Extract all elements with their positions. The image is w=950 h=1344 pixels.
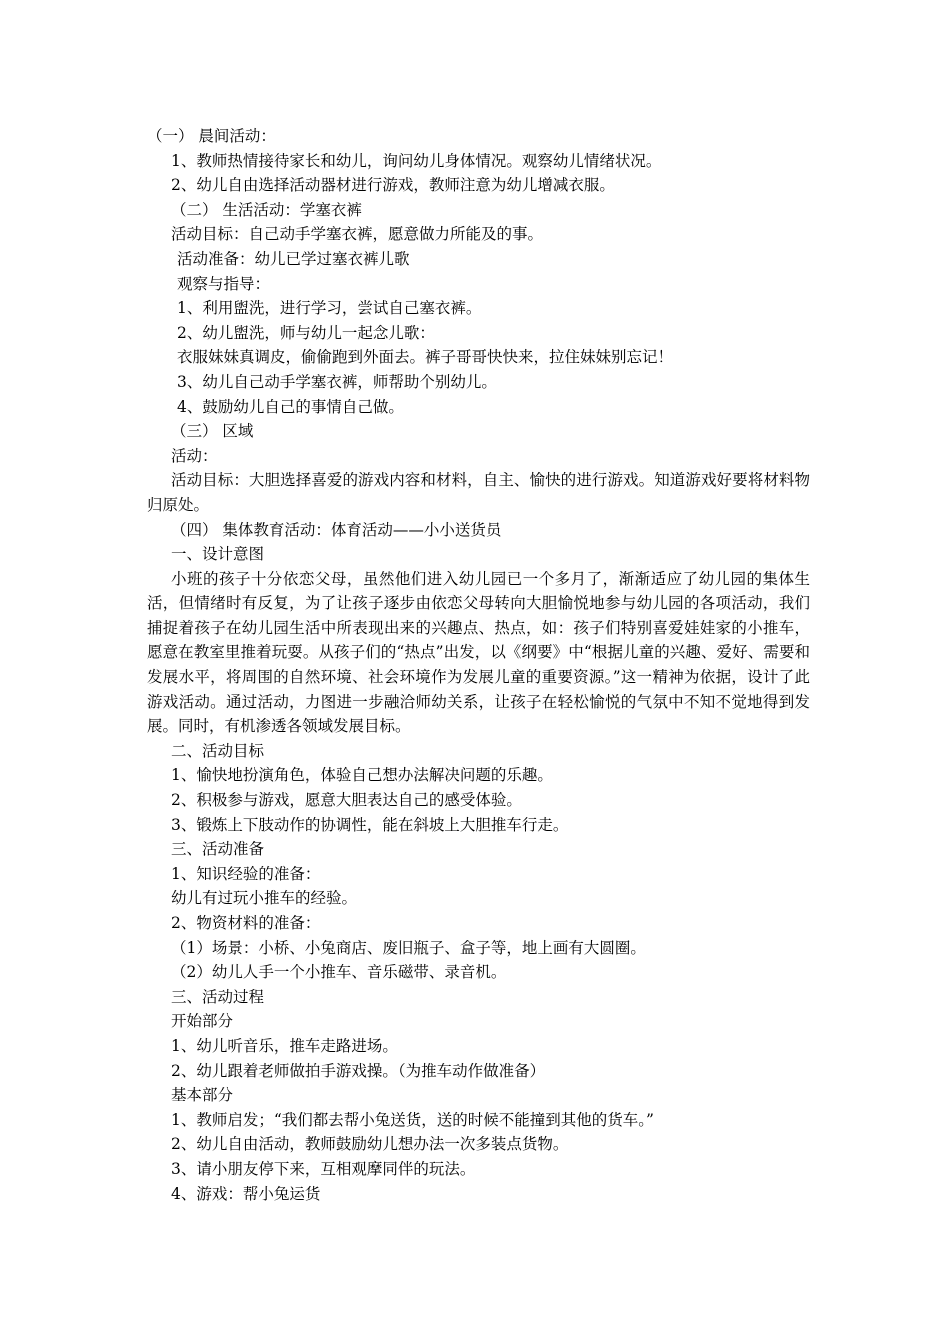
text-line: 3、幼儿自己动手学塞衣裤，师帮助个别幼儿。 [177, 372, 497, 391]
text-line: 一、设计意图 [171, 545, 265, 564]
section-block-1 [147, 124, 810, 468]
text-line: （2）幼儿人手一个小推车、音乐磁带、录音机。 [171, 963, 507, 982]
section-block-2 [147, 518, 810, 567]
text-line: 基本部分 [171, 1086, 234, 1105]
text-line: （四） 集体教育活动：体育活动——小小送货员 [171, 520, 502, 539]
text-line: 三、活动准备 [171, 840, 265, 859]
text-line: 1、幼儿听音乐，推车走路进场。 [171, 1036, 398, 1055]
text-line: 4、游戏：帮小兔运货 [171, 1184, 321, 1203]
document-body [147, 124, 810, 1206]
paragraph-design: 小班的孩子十分依恋父母，虽然他们进入幼儿园已一个多月了，渐渐适应了幼儿园的集体生活，但情绪时有反复，为了让孩子逐步由依恋父母转向大胆愉悦地参与幼儿园的各项活动，我们捕捉着孩子在幼儿园生活中所表现出来的兴趣点、热点，如：孩子们特别喜爱娃娃家的小推车，愿意在教室里推着玩耍。从孩子们的“热点”出发，以《纲要》中“根据儿童的兴趣、爱好、需要和发展水平，将周围的自然环境、社会环境作为发展儿童的重要资源。”这一精神为依据，设计了此游戏活动。通过活动，力图进一步融洽师幼关系，让孩子在轻松愉悦的气氛中不知不觉地得到发展。同时，有机渗透各领域发展目标。 [147, 569, 810, 736]
text-line: 2、物资材料的准备： [171, 914, 321, 932]
text-line: 4、鼓励幼儿自己的事情自己做。 [177, 397, 404, 416]
text-line: （1）场景：小桥、小兔商店、废旧瓶子、盒子等，地上画有大圆圈。 [171, 938, 646, 957]
text-line: 3、请小朋友停下来，互相观摩同伴的玩法。 [171, 1159, 476, 1178]
text-line: 开始部分 [171, 1012, 234, 1031]
text-line: 2、幼儿自由选择活动器材进行游戏，教师注意为幼儿增减衣服。 [171, 176, 615, 195]
text-line: 1、教师启发；“我们都去帮小兔送货，送的时候不能撞到其他的货车。” [171, 1110, 654, 1129]
text-line: 三、活动过程 [171, 987, 265, 1006]
text-line: 活动目标：自己动手学塞衣裤，愿意做力所能及的事。 [171, 225, 544, 244]
text-line: 2、幼儿盥洗，师与幼儿一起念儿歌： [177, 323, 435, 342]
text-line: 1、教师热情接待家长和幼儿，询问幼儿身体情况。观察幼儿情绪状况。 [171, 151, 662, 170]
text-line: 1、愉快地扮演角色，体验自己想办法解决问题的乐趣。 [171, 766, 553, 785]
text-line: 活动： [171, 446, 218, 465]
paragraph-goal: 活动目标：大胆选择喜爱的游戏内容和材料，自主、愉快的进行游戏。知道游戏好要将材料物归原处。 [147, 471, 810, 514]
text-line: 2、积极参与游戏，愿意大胆表达自己的感受体验。 [171, 791, 522, 810]
text-line: 3、锻炼上下肢动作的协调性，能在斜坡上大胆推车行走。 [171, 815, 569, 834]
text-line: （三） 区域 [171, 422, 254, 441]
text-line: 2、幼儿自由活动，教师鼓励幼儿想办法一次多装点货物。 [171, 1135, 569, 1154]
text-line: （一） 晨间活动： [147, 127, 276, 145]
text-line: 观察与指导： [177, 274, 271, 293]
text-line: （二） 生活活动：学塞衣裤 [171, 200, 362, 219]
text-line: 幼儿有过玩小推车的经验。 [171, 889, 358, 908]
text-line: 衣服妹妹真调皮，偷偷跑到外面去。裤子哥哥快快来，拉住妹妹别忘记！ [177, 348, 674, 367]
text-line: 活动准备：幼儿已学过塞衣裤儿歌 [177, 249, 410, 268]
text-line: 1、知识经验的准备： [171, 864, 321, 883]
text-line: 2、幼儿跟着老师做拍手游戏操。（为推车动作做准备） [171, 1061, 546, 1080]
text-line: 1、利用盥洗，进行学习，尝试自己塞衣裤。 [177, 299, 482, 318]
section-block-3 [147, 739, 810, 1206]
text-line: 二、活动目标 [171, 741, 265, 760]
